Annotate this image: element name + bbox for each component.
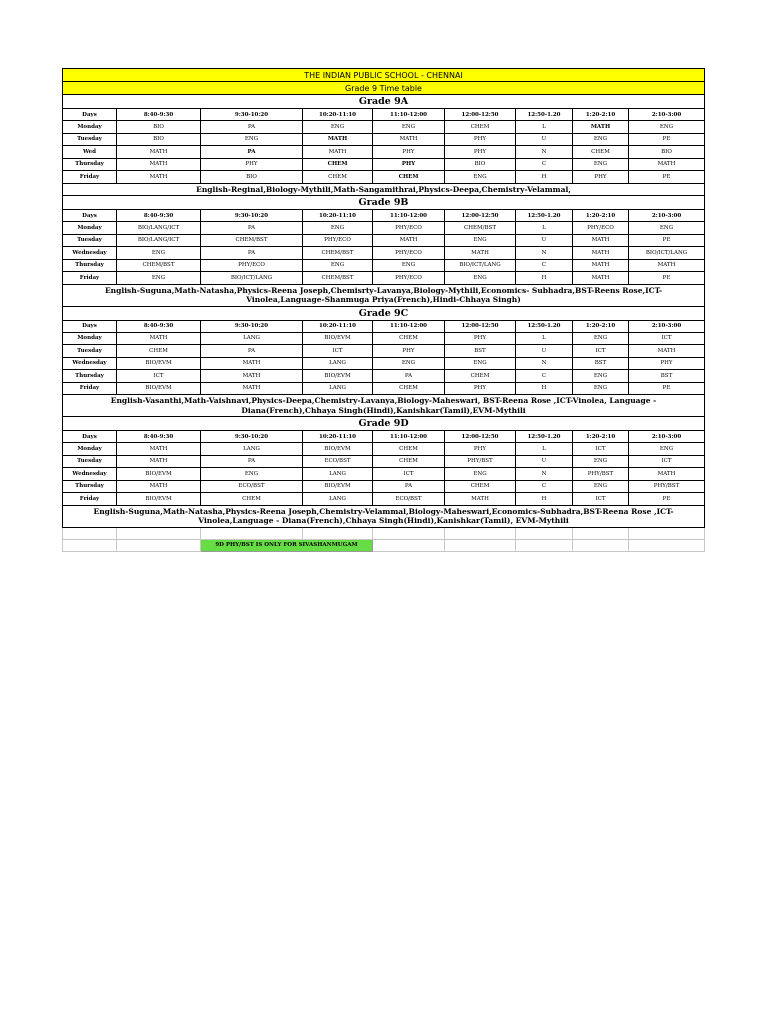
subject-cell: LANG [201, 443, 303, 456]
subject-cell: MATH [303, 146, 373, 159]
days-header: Days [63, 431, 117, 443]
subject-cell: BIO [117, 121, 201, 134]
subject-cell: ENG [373, 121, 445, 134]
school-title: THE INDIAN PUBLIC SCHOOL - CHENNAI [63, 69, 705, 82]
empty-cell [201, 527, 303, 539]
subject-cell: ICT [573, 345, 629, 358]
subject-cell: LANG [303, 382, 373, 395]
period-header: 9:30-10:20 [201, 431, 303, 443]
grade-heading: Grade 9B [63, 196, 705, 210]
subject-cell: H [516, 382, 573, 395]
teachers-list: English-Vasanthi,Math-Vaishnavi,Physics-Deepa,Chemistry-Lavanya,Biology-Maheswari, BST-Reena Rose ,ICT-Vinolea, Language - Diana(French),Chhaya Singh(Hindi),Kanishkar(Tamil),EVM-Mythili [63, 395, 705, 417]
period-header: 10:20-11:10 [303, 210, 373, 222]
subject-cell: CHEM/BST [303, 247, 373, 260]
period-header: 12:00-12:50 [445, 210, 516, 222]
empty-cell [63, 539, 117, 551]
table-row [63, 121, 705, 134]
subject-cell: ICT [573, 493, 629, 506]
subject-cell: CHEM [303, 171, 373, 184]
subject-cell: PHY [573, 171, 629, 184]
timetable-sheet [62, 68, 704, 552]
day-label: Monday [63, 443, 117, 456]
days-header: Days [63, 109, 117, 121]
subject-cell: BST [445, 345, 516, 358]
table-row [63, 259, 705, 272]
days-header: Days [63, 320, 117, 332]
subject-cell: BIO/LANG/ICT [117, 234, 201, 247]
subject-cell: ENG [445, 234, 516, 247]
subject-cell: C [516, 158, 573, 171]
subject-cell: U [516, 345, 573, 358]
subject-cell: L [516, 222, 573, 235]
subject-cell: CHEM [373, 332, 445, 345]
empty-cell [573, 527, 629, 539]
subject-cell: PHY/ECO [201, 259, 303, 272]
subject-cell: MATH [373, 133, 445, 146]
empty-cell [373, 539, 445, 551]
subject-cell: H [516, 493, 573, 506]
subject-cell: PE [629, 272, 705, 285]
title-row [63, 69, 705, 82]
subject-cell: PHY [445, 382, 516, 395]
table-row [63, 480, 705, 493]
subject-cell: ENG [117, 247, 201, 260]
subject-cell: ICT [373, 468, 445, 481]
subject-cell: PHY [445, 443, 516, 456]
subject-cell: BIO/EVM [117, 468, 201, 481]
period-header: 12:50-1.20 [516, 320, 573, 332]
subject-cell: PE [629, 382, 705, 395]
subject-cell: PHY [373, 345, 445, 358]
subject-cell: BIO/LANG/ICT [117, 222, 201, 235]
table-row [63, 234, 705, 247]
subject-cell: CHEM [373, 382, 445, 395]
empty-cell [303, 527, 373, 539]
table-row [63, 247, 705, 260]
period-header: 1:20-2:10 [573, 109, 629, 121]
grade-heading-row [63, 196, 705, 210]
subject-cell: N [516, 468, 573, 481]
subject-cell: MATH [201, 382, 303, 395]
subject-cell: BST [573, 357, 629, 370]
subject-cell: CHEM [117, 345, 201, 358]
subject-cell: ENG [303, 222, 373, 235]
subject-cell: PA [373, 370, 445, 383]
period-header: 8:40-9:30 [117, 320, 201, 332]
subject-cell: PE [629, 493, 705, 506]
subject-cell: U [516, 455, 573, 468]
subject-cell: CHEM [373, 455, 445, 468]
subject-cell: PE [629, 133, 705, 146]
subject-cell: PE [629, 234, 705, 247]
empty-cell [516, 539, 573, 551]
subject-cell: ICT [629, 455, 705, 468]
timetable-body [63, 69, 705, 552]
subject-cell: LANG [303, 357, 373, 370]
period-header: 11:10-12:00 [373, 431, 445, 443]
subject-cell: MATH [445, 247, 516, 260]
day-label: Friday [63, 382, 117, 395]
subject-cell: BIO/EVM [117, 493, 201, 506]
subject-cell: BIO [445, 158, 516, 171]
empty-cell [629, 527, 705, 539]
table-row [63, 357, 705, 370]
empty-cell [629, 539, 705, 551]
subject-cell: ENG [445, 357, 516, 370]
subject-cell: PHY/BST [445, 455, 516, 468]
empty-cell [373, 527, 445, 539]
subject-cell: PHY [201, 158, 303, 171]
table-row [63, 158, 705, 171]
subject-cell: U [516, 234, 573, 247]
grade-heading-row [63, 306, 705, 320]
subject-cell: PHY [445, 133, 516, 146]
subject-cell: CHEM/BST [117, 259, 201, 272]
subject-cell: BIO/ICT/LANG [201, 272, 303, 285]
subject-cell: ENG [573, 455, 629, 468]
subject-cell: BIO [117, 133, 201, 146]
period-header-row [63, 210, 705, 222]
subject-cell: LANG [303, 493, 373, 506]
subject-cell: MATH [117, 455, 201, 468]
table-row [63, 382, 705, 395]
subject-cell: PA [201, 146, 303, 159]
subject-cell: MATH [629, 158, 705, 171]
day-label: Friday [63, 171, 117, 184]
period-header: 9:30-10:20 [201, 210, 303, 222]
subject-cell: ENG [445, 468, 516, 481]
teachers-row [63, 284, 705, 306]
period-header: 2:10-3:00 [629, 210, 705, 222]
empty-cell [117, 527, 201, 539]
subject-cell: PA [201, 345, 303, 358]
day-label: Thursday [63, 480, 117, 493]
subtitle-row [63, 82, 705, 95]
table-row [63, 146, 705, 159]
subject-cell: H [516, 171, 573, 184]
subject-cell: BIO/EVM [117, 357, 201, 370]
subject-cell: ENG [573, 480, 629, 493]
subject-cell: ECO/BST [201, 480, 303, 493]
subject-cell: PHY/BST [629, 480, 705, 493]
subject-cell: ECO/BST [303, 455, 373, 468]
day-label: Monday [63, 121, 117, 134]
subject-cell: LANG [303, 468, 373, 481]
subject-cell: MATH [201, 357, 303, 370]
subject-cell: PE [629, 171, 705, 184]
subject-cell: C [516, 259, 573, 272]
subject-cell: L [516, 443, 573, 456]
period-header: 12:50-1.20 [516, 109, 573, 121]
subject-cell: ENG [445, 171, 516, 184]
subject-cell: BST [629, 370, 705, 383]
days-header: Days [63, 210, 117, 222]
table-row [63, 468, 705, 481]
subject-cell: CHEM [303, 158, 373, 171]
period-header-row [63, 431, 705, 443]
subject-cell: ENG [303, 121, 373, 134]
subject-cell: PHY/ECO [573, 222, 629, 235]
period-header: 2:10-3:00 [629, 431, 705, 443]
subject-cell: MATH [573, 272, 629, 285]
teachers-list: English-Reginal,Biology-Mythili,Math-Sangamithrai,Physics-Deepa,Chemistry-Velammal, [63, 183, 705, 196]
period-header: 8:40-9:30 [117, 109, 201, 121]
day-label: Tuesday [63, 133, 117, 146]
subject-cell: ENG [629, 121, 705, 134]
grade-heading: Grade 9A [63, 95, 705, 109]
subject-cell: BIO/EVM [117, 382, 201, 395]
subject-cell: CHEM [373, 171, 445, 184]
note-row [63, 539, 705, 551]
grade-heading: Grade 9C [63, 306, 705, 320]
period-header: 9:30-10:20 [201, 109, 303, 121]
table-row [63, 272, 705, 285]
subject-cell: PHY/ECO [373, 247, 445, 260]
empty-cell [63, 527, 117, 539]
subject-cell: CHEM [201, 493, 303, 506]
table-row [63, 332, 705, 345]
subject-cell: PHY/BST [573, 468, 629, 481]
empty-row [63, 527, 705, 539]
subject-cell: MATH [201, 370, 303, 383]
period-header-row [63, 320, 705, 332]
day-label: Friday [63, 493, 117, 506]
day-label: Wednesday [63, 357, 117, 370]
table-row [63, 345, 705, 358]
period-header: 1:20-2:10 [573, 210, 629, 222]
subject-cell: CHEM/BST [445, 222, 516, 235]
period-header: 1:20-2:10 [573, 431, 629, 443]
period-header: 9:30-10:20 [201, 320, 303, 332]
table-row [63, 493, 705, 506]
subject-cell: ENG [629, 222, 705, 235]
subject-cell: MATH [445, 493, 516, 506]
grade-heading-row [63, 417, 705, 431]
day-label: Wed [63, 146, 117, 159]
subject-cell: BIO/EVM [303, 370, 373, 383]
subject-cell: PA [201, 455, 303, 468]
day-label: Monday [63, 332, 117, 345]
subject-cell: C [516, 370, 573, 383]
subject-cell: N [516, 146, 573, 159]
period-header: 12:50-1.20 [516, 210, 573, 222]
day-label: Tuesday [63, 234, 117, 247]
grade-heading: Grade 9D [63, 417, 705, 431]
subject-cell: MATH [303, 133, 373, 146]
subject-cell: ICT [573, 443, 629, 456]
subject-cell: N [516, 357, 573, 370]
subject-cell: PHY [445, 146, 516, 159]
subject-cell: ENG [117, 272, 201, 285]
table-row [63, 455, 705, 468]
teachers-row [63, 505, 705, 527]
subject-cell: L [516, 121, 573, 134]
subject-cell: ENG [573, 332, 629, 345]
table-row [63, 171, 705, 184]
subject-cell: ENG [201, 468, 303, 481]
period-header: 12:00-12:50 [445, 109, 516, 121]
subject-cell: ENG [373, 259, 445, 272]
subject-cell: CHEM [445, 480, 516, 493]
subject-cell: ENG [629, 443, 705, 456]
subject-cell: L [516, 332, 573, 345]
subject-cell: ENG [573, 158, 629, 171]
subject-cell: ENG [573, 133, 629, 146]
subject-cell: PA [201, 247, 303, 260]
empty-cell [445, 539, 516, 551]
subject-cell: CHEM [573, 146, 629, 159]
subject-cell: PHY/ECO [373, 222, 445, 235]
teachers-list: English-Suguna,Math-Natasha,Physics-Reena Joseph,Chemistry-Velammal,Biology-Maheswari,Economics-Subhadra,BST-Reena Rose ,ICT-Vinolea,Language - Diana(French),Chhaya Singh(Hindi),Kanishkar(Tamil), EVM-Mythili [63, 505, 705, 527]
subject-cell: CHEM/BST [201, 234, 303, 247]
subject-cell: PHY [373, 158, 445, 171]
day-label: Tuesday [63, 455, 117, 468]
day-label: Thursday [63, 370, 117, 383]
subject-cell: MATH [573, 121, 629, 134]
table-row [63, 222, 705, 235]
subject-cell: BIO/EVM [303, 480, 373, 493]
subject-cell: PA [201, 222, 303, 235]
subject-cell: BIO/ICT/LANG [629, 247, 705, 260]
day-label: Friday [63, 272, 117, 285]
table-row [63, 443, 705, 456]
subject-cell: ENG [573, 382, 629, 395]
table-row [63, 370, 705, 383]
subject-cell: ICT [117, 370, 201, 383]
subject-cell: C [516, 480, 573, 493]
teachers-row [63, 183, 705, 196]
subject-cell: BIO/EVM [303, 443, 373, 456]
subject-cell: CHEM [373, 443, 445, 456]
subject-cell: ENG [573, 370, 629, 383]
period-header: 12:00-12:50 [445, 431, 516, 443]
period-header: 12:50-1.20 [516, 431, 573, 443]
timetable-subtitle: Grade 9 Time table [63, 82, 705, 95]
subject-cell: MATH [117, 480, 201, 493]
subject-cell: MATH [629, 259, 705, 272]
subject-cell: ENG [445, 272, 516, 285]
note-badge: 9D PHY/BST IS ONLY FOR SIVASHANMUGAM [201, 539, 373, 551]
period-header: 11:10-12:00 [373, 320, 445, 332]
subject-cell: MATH [629, 345, 705, 358]
period-header: 8:40-9:30 [117, 431, 201, 443]
subject-cell: MATH [573, 234, 629, 247]
day-label: Monday [63, 222, 117, 235]
subject-cell: N [516, 247, 573, 260]
subject-cell: PHY/ECO [303, 234, 373, 247]
subject-cell: ENG [373, 357, 445, 370]
subject-cell: LANG [201, 332, 303, 345]
subject-cell: H [516, 272, 573, 285]
period-header: 12:00-12:50 [445, 320, 516, 332]
period-header-row [63, 109, 705, 121]
subject-cell: PHY/ECO [373, 272, 445, 285]
subject-cell: ENG [303, 259, 373, 272]
subject-cell: U [516, 133, 573, 146]
period-header: 10:20-11:10 [303, 109, 373, 121]
subject-cell: MATH [117, 146, 201, 159]
subject-cell: ENG [201, 133, 303, 146]
empty-cell [516, 527, 573, 539]
empty-cell [445, 527, 516, 539]
empty-cell [117, 539, 201, 551]
subject-cell: PA [373, 480, 445, 493]
period-header: 8:40-9:30 [117, 210, 201, 222]
day-label: Thursday [63, 259, 117, 272]
subject-cell: MATH [629, 468, 705, 481]
grade-heading-row [63, 95, 705, 109]
period-header: 10:20-11:10 [303, 431, 373, 443]
subject-cell: MATH [117, 443, 201, 456]
subject-cell: BIO/EVM [303, 332, 373, 345]
subject-cell: BIO [629, 146, 705, 159]
subject-cell: MATH [573, 247, 629, 260]
subject-cell: MATH [373, 234, 445, 247]
subject-cell: PHY [629, 357, 705, 370]
table-row [63, 133, 705, 146]
period-header: 2:10-3:00 [629, 320, 705, 332]
period-header: 2:10-3:00 [629, 109, 705, 121]
subject-cell: MATH [117, 171, 201, 184]
subject-cell: ICT [303, 345, 373, 358]
period-header: 10:20-11:10 [303, 320, 373, 332]
day-label: Wednesday [63, 247, 117, 260]
subject-cell: BIO [201, 171, 303, 184]
day-label: Tuesday [63, 345, 117, 358]
subject-cell: CHEM [445, 370, 516, 383]
subject-cell: PHY [373, 146, 445, 159]
subject-cell: CHEM/BST [303, 272, 373, 285]
period-header: 11:10-12:00 [373, 109, 445, 121]
subject-cell: MATH [117, 332, 201, 345]
subject-cell: MATH [117, 158, 201, 171]
subject-cell: ICT [629, 332, 705, 345]
subject-cell: MATH [573, 259, 629, 272]
subject-cell: BIO/ICT/LANG [445, 259, 516, 272]
subject-cell: CHEM [445, 121, 516, 134]
timetable-table [62, 68, 705, 552]
subject-cell: ECO/BST [373, 493, 445, 506]
subject-cell: PHY [445, 332, 516, 345]
empty-cell [573, 539, 629, 551]
teachers-list: English-Suguna,Math-Natasha,Physics-Reena Joseph,Chemisrty-Lavanya,Biology-Mythili,Economics- Subhadra,BST-Reens Rose,ICT-Vinolea,Language-Shanmuga Priya(French),Hindi-Chhaya Singh) [63, 284, 705, 306]
day-label: Thursday [63, 158, 117, 171]
day-label: Wednesday [63, 468, 117, 481]
period-header: 11:10-12:00 [373, 210, 445, 222]
subject-cell: PA [201, 121, 303, 134]
teachers-row [63, 395, 705, 417]
period-header: 1:20-2:10 [573, 320, 629, 332]
